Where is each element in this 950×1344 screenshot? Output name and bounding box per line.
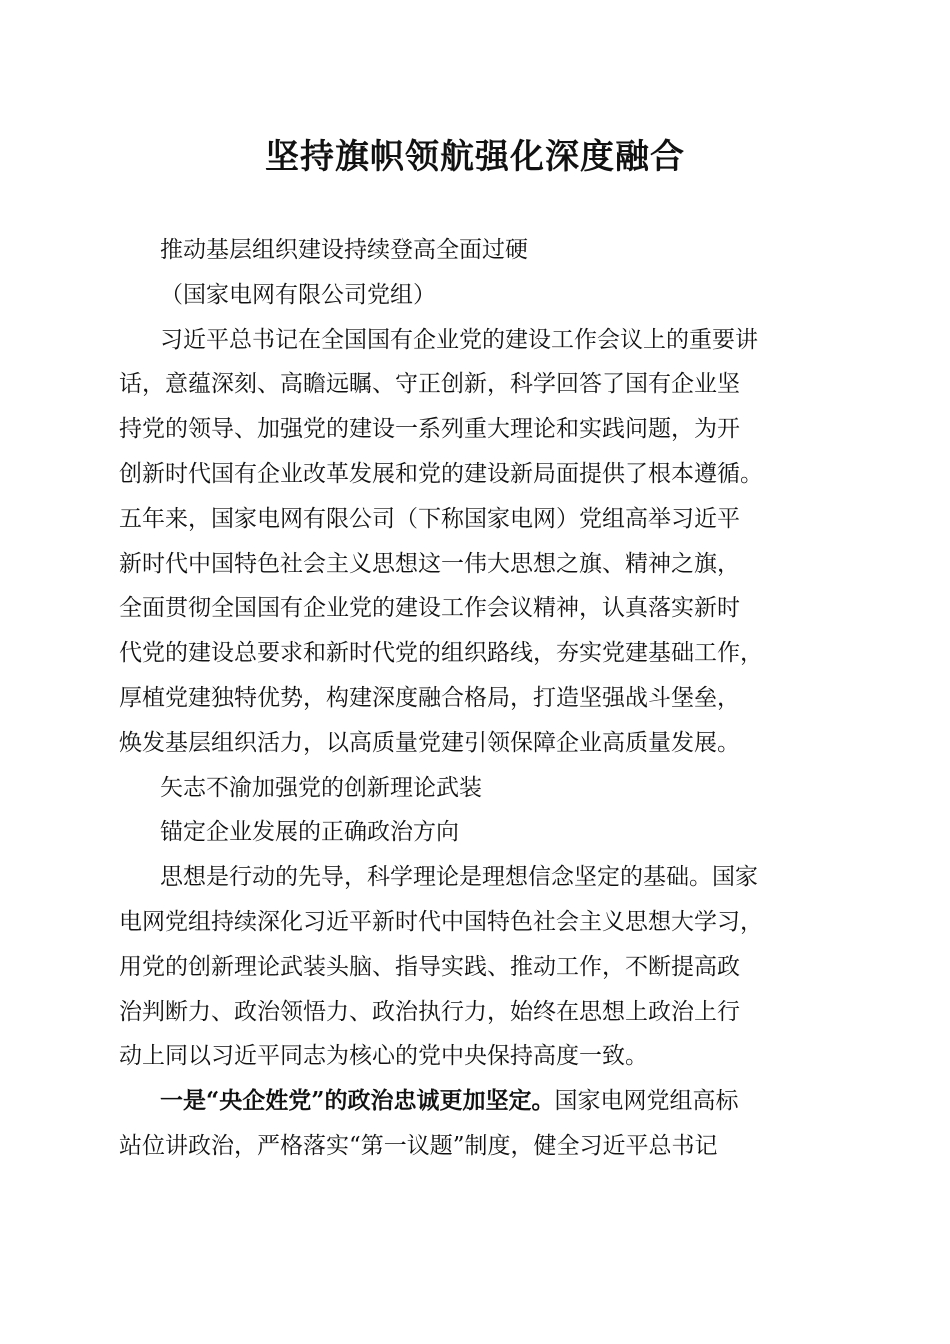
bold-lead-text: 一是“央企姓党”的政治忠诚更加坚定。 bbox=[160, 1087, 555, 1115]
paragraph-line: 动上同以习近平同志为核心的党中央保持高度一致。 bbox=[119, 1043, 648, 1070]
paragraph-line: 思想是行动的先导，科学理论是理想信念坚定的基础。国家 bbox=[160, 864, 758, 891]
paragraph-line: 厚植党建独特优势，构建深度融合格局，打造坚强战斗堡垒， bbox=[119, 684, 740, 711]
paragraph-line: 习近平总书记在全国国有企业党的建设工作会议上的重要讲 bbox=[160, 326, 758, 353]
paragraph-line: 用党的创新理论武装头脑、指导实践、推动工作，不断提高政 bbox=[119, 953, 740, 980]
paragraph-line: 站位讲政治，严格落实“第一议题”制度，健全习近平总书记 bbox=[119, 1132, 718, 1159]
document-body bbox=[119, 228, 831, 1169]
paragraph-line: 全面贯彻全国国有企业党的建设工作会议精神，认真落实新时 bbox=[119, 595, 740, 622]
paragraph-line: 创新时代国有企业改革发展和党的建设新局面提供了根本遵循。 bbox=[119, 460, 763, 487]
document-title: 坚持旗帜领航强化深度融合 bbox=[265, 137, 685, 177]
paragraph-line: 代党的建设总要求和新时代党的组织路线，夯实党建基础工作， bbox=[119, 640, 763, 667]
paragraph-line: 新时代中国特色社会主义思想这一伟大思想之旗、精神之旗， bbox=[119, 550, 740, 577]
paragraph-line: 焕发基层组织活力，以高质量党建引领保障企业高质量发展。 bbox=[119, 729, 740, 756]
paragraph-line: 五年来，国家电网有限公司（下称国家电网）党组高举习近平 bbox=[119, 505, 740, 532]
section-heading-line: 锚定企业发展的正确政治方向 bbox=[160, 819, 459, 846]
paragraph-text: 国家电网党组高标 bbox=[554, 1088, 739, 1115]
subtitle-line: 推动基层组织建设持续登高全面过硬 bbox=[160, 237, 528, 263]
paragraph-line: 话，意蕴深刻、高瞻远瞩、守正创新，科学回答了国有企业坚 bbox=[119, 371, 740, 398]
author-line: （国家电网有限公司党组） bbox=[160, 281, 436, 308]
paragraph-line bbox=[119, 1079, 831, 1124]
paragraph-line: 持党的领导、加强党的建设一系列重大理论和实践问题，为开 bbox=[119, 416, 740, 443]
section-heading-line: 矢志不渝加强党的创新理论武装 bbox=[160, 774, 482, 801]
paragraph-line: 治判断力、政治领悟力、政治执行力，始终在思想上政治上行 bbox=[119, 998, 740, 1025]
paragraph-line: 电网党组持续深化习近平新时代中国特色社会主义思想大学习， bbox=[119, 908, 763, 935]
